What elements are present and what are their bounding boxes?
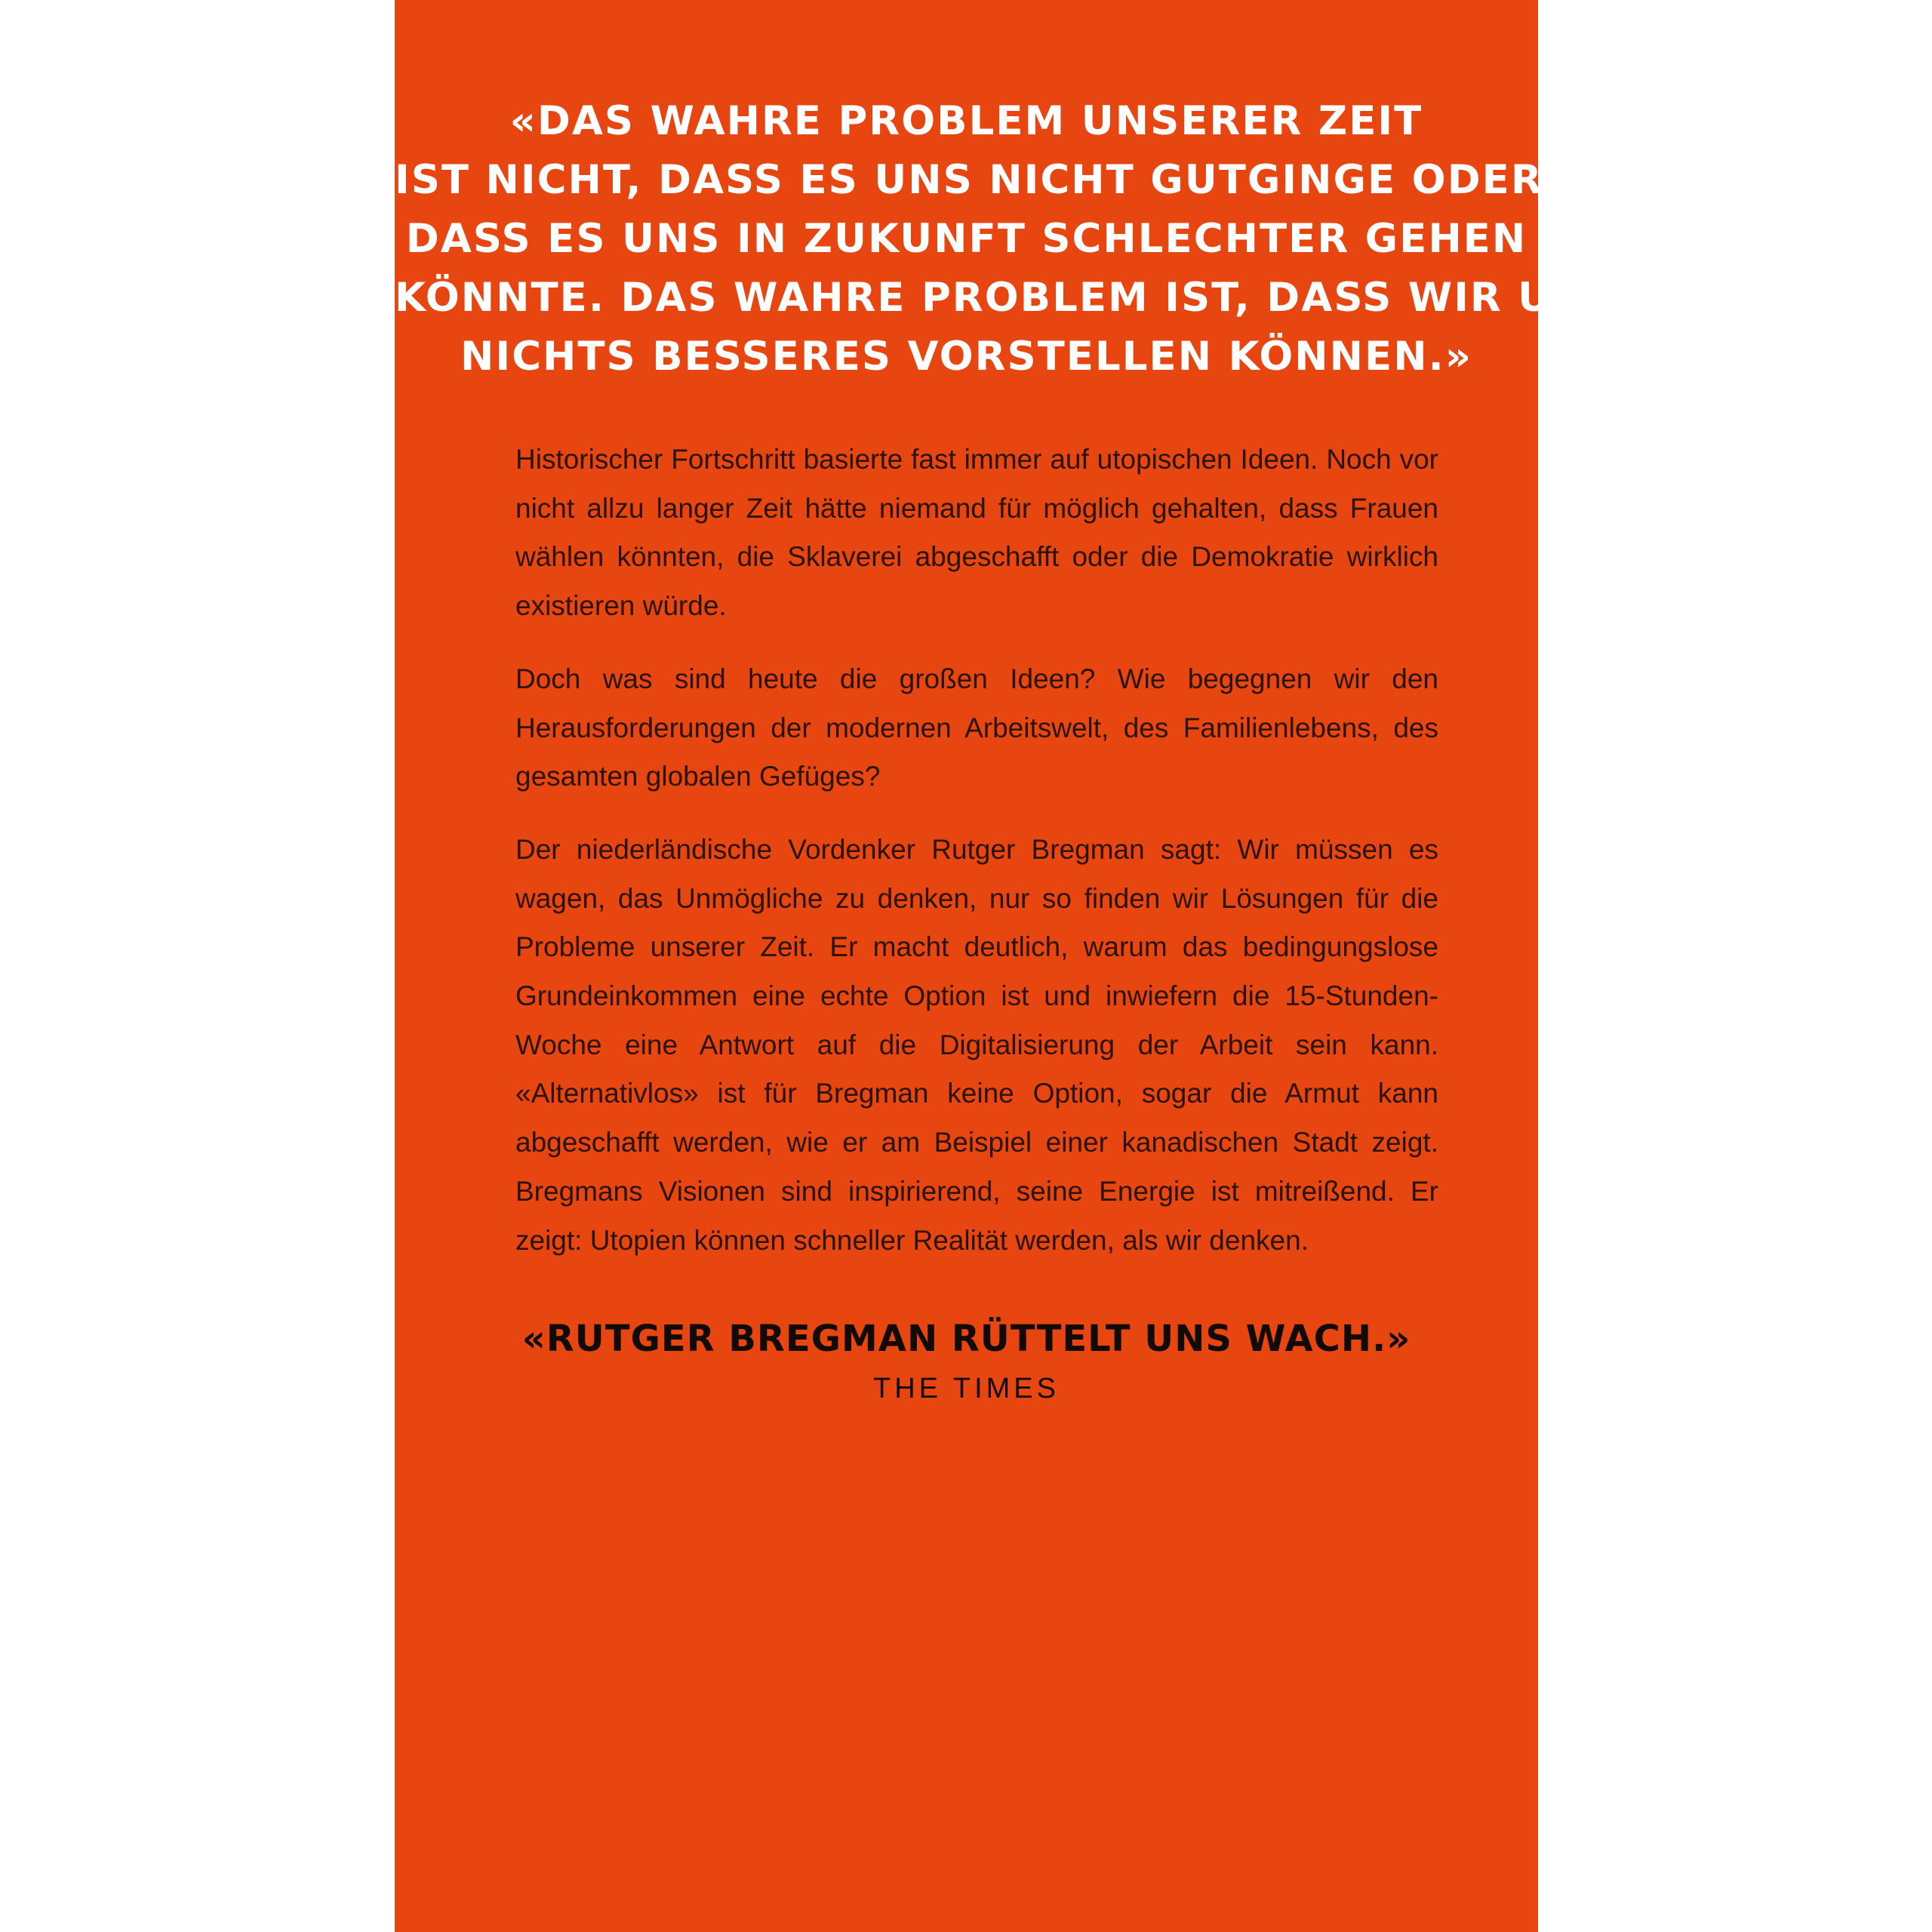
blurb-text <box>515 435 1438 1289</box>
headline-line: DASS ES UNS IN ZUKUNFT SCHLECHTER GEHEN <box>405 216 1527 262</box>
blurb-paragraph: Historischer Fortschritt basierte fast immer auf utopischen Ideen. Noch vor nicht allzu langer Zeit hätte niemand für möglich gehalten, dass Frauen wählen könnten, die Sklaverei abgeschafft oder die Demokratie wirklich existieren würde. <box>515 444 1438 622</box>
blurb-paragraph: Doch was sind heute die großen Ideen? Wie begegnen wir den Herausforderungen der modernen Arbeitswelt, des Familienlebens, des gesamten globalen Gefüges? <box>515 663 1438 792</box>
endorsement-source: THE TIMES <box>873 1373 1060 1404</box>
endorsement-block <box>395 1315 1538 1407</box>
headline-line: IST NICHT, DASS ES UNS NICHT GUTGINGE ODER <box>395 157 1543 203</box>
blurb-paragraph: Der niederländische Vordenker Rutger Bregman sagt: Wir müssen es wagen, das Unmögliche zu denken, nur so finden wir Lösungen für die Probleme unserer Zeit. Er macht deutlich, warum das bedingungslose Grundeinkommen eine echte Option ist und inwiefern die 15-Stunden-Woche eine Antwort auf die Digitalisierung der Arbeit sein kann. «Alternativlos» ist für Bregman keine Option, sogar die Armut kann abgeschafft werden, wie er am Beispiel einer kanadischen Stadt zeigt. Bregmans Visionen sind inspirierend, seine Energie ist mitreißend. Er zeigt: Utopien können schneller Realität werden, als wir denken. <box>515 833 1438 1256</box>
endorsement-quote: «RUTGER BREGMAN RÜTTELT UNS WACH.» <box>521 1318 1411 1360</box>
headline-line: NICHTS BESSERES VORSTELLEN KÖNNEN.» <box>460 334 1472 380</box>
headline-line: «DAS WAHRE PROBLEM UNSERER ZEIT <box>509 98 1423 144</box>
headline-quote <box>395 92 1617 386</box>
book-back-cover <box>395 0 1617 1932</box>
headline-line: KÖNNTE. DAS WAHRE PROBLEM IST, DASS WIR UNS <box>395 275 1617 321</box>
